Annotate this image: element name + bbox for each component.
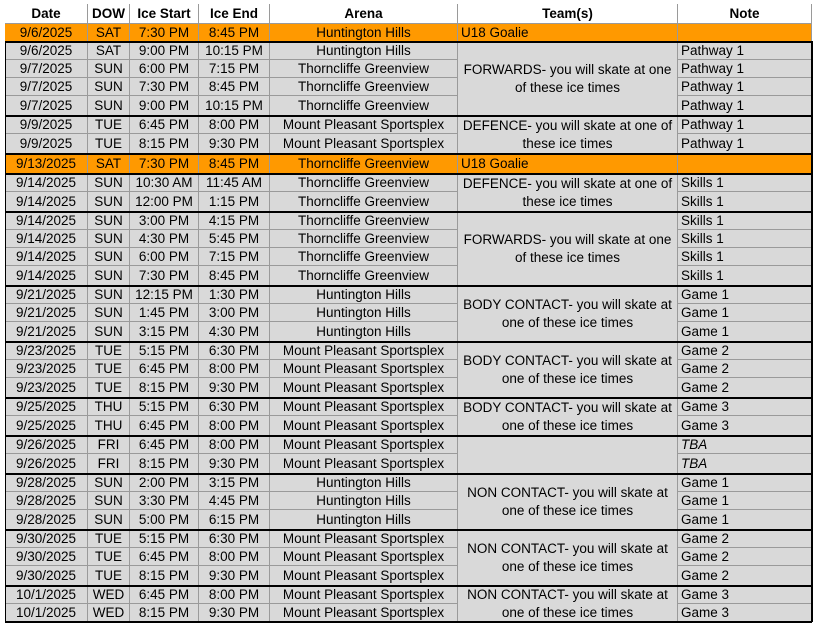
- note-cell: Skills 1: [678, 212, 812, 230]
- start-cell: 6:45 PM: [130, 116, 199, 134]
- team-group-cell: FORWARDS- you will skate at one of these ice times: [458, 212, 678, 286]
- start-cell: 7:30 PM: [130, 78, 199, 96]
- end-cell: 3:15 PM: [199, 474, 270, 492]
- note-cell: Game 3: [678, 398, 812, 416]
- arena-cell: Huntington Hills: [270, 474, 458, 492]
- note-cell: Game 1: [678, 322, 812, 342]
- start-cell: 7:30 PM: [130, 266, 199, 286]
- start-cell: 3:15 PM: [130, 322, 199, 342]
- start-cell: 12:15 PM: [130, 286, 199, 304]
- dow-cell: TUE: [88, 134, 130, 154]
- dow-cell: SAT: [88, 154, 130, 174]
- arena-cell: Mount Pleasant Sportsplex: [270, 116, 458, 134]
- team-group-cell: NON CONTACT- you will skate at one of these ice times: [458, 474, 678, 530]
- start-cell: 7:30 PM: [130, 24, 199, 42]
- arena-cell: Mount Pleasant Sportsplex: [270, 378, 458, 398]
- dow-cell: WED: [88, 604, 130, 622]
- note-cell: Game 3: [678, 416, 812, 436]
- arena-cell: Huntington Hills: [270, 42, 458, 60]
- note-cell: Pathway 1: [678, 96, 812, 116]
- start-cell: 5:15 PM: [130, 530, 199, 548]
- group-divider: [5, 621, 812, 623]
- dow-cell: SUN: [88, 96, 130, 116]
- end-cell: 8:45 PM: [199, 78, 270, 96]
- end-cell: 8:00 PM: [199, 548, 270, 566]
- dow-cell: TUE: [88, 530, 130, 548]
- column-header-end: Ice End: [199, 4, 270, 24]
- date-cell: 9/21/2025: [5, 322, 88, 342]
- end-cell: 8:45 PM: [199, 24, 270, 42]
- start-cell: 5:00 PM: [130, 510, 199, 530]
- group-divider: [5, 285, 812, 287]
- date-cell: 9/30/2025: [5, 548, 88, 566]
- dow-cell: SUN: [88, 474, 130, 492]
- date-cell: 9/7/2025: [5, 78, 88, 96]
- start-cell: 6:45 PM: [130, 586, 199, 604]
- dow-cell: TUE: [88, 566, 130, 586]
- date-cell: 9/14/2025: [5, 266, 88, 286]
- group-divider: [5, 211, 812, 213]
- dow-cell: SUN: [88, 230, 130, 248]
- arena-cell: Thorncliffe Greenview: [270, 212, 458, 230]
- note-cell: Game 2: [678, 530, 812, 548]
- date-cell: 9/25/2025: [5, 398, 88, 416]
- arena-cell: Mount Pleasant Sportsplex: [270, 586, 458, 604]
- arena-cell: Thorncliffe Greenview: [270, 154, 458, 174]
- date-cell: 9/14/2025: [5, 192, 88, 212]
- end-cell: 9:30 PM: [199, 604, 270, 622]
- team-cell: U18 Goalie: [458, 154, 678, 174]
- note-cell: [678, 154, 812, 174]
- note-cell: Game 2: [678, 360, 812, 378]
- arena-cell: Thorncliffe Greenview: [270, 266, 458, 286]
- start-cell: 3:30 PM: [130, 492, 199, 510]
- end-cell: 9:30 PM: [199, 566, 270, 586]
- end-cell: 6:30 PM: [199, 342, 270, 360]
- date-cell: 9/28/2025: [5, 474, 88, 492]
- arena-cell: Mount Pleasant Sportsplex: [270, 360, 458, 378]
- date-cell: 9/21/2025: [5, 304, 88, 322]
- end-cell: 6:15 PM: [199, 510, 270, 530]
- start-cell: 6:00 PM: [130, 248, 199, 266]
- date-cell: 9/9/2025: [5, 134, 88, 154]
- start-cell: 8:15 PM: [130, 566, 199, 586]
- note-cell: Skills 1: [678, 230, 812, 248]
- end-cell: 1:30 PM: [199, 286, 270, 304]
- end-cell: 7:15 PM: [199, 60, 270, 78]
- start-cell: 3:00 PM: [130, 212, 199, 230]
- group-divider: [5, 115, 812, 117]
- end-cell: 5:45 PM: [199, 230, 270, 248]
- note-cell: Game 1: [678, 304, 812, 322]
- arena-cell: Huntington Hills: [270, 24, 458, 42]
- team-group-cell: NON CONTACT- you will skate at one of these ice times: [458, 530, 678, 586]
- end-cell: 8:45 PM: [199, 266, 270, 286]
- end-cell: 8:00 PM: [199, 360, 270, 378]
- date-cell: 9/14/2025: [5, 230, 88, 248]
- arena-cell: Mount Pleasant Sportsplex: [270, 566, 458, 586]
- end-cell: 10:15 PM: [199, 96, 270, 116]
- end-cell: 8:00 PM: [199, 436, 270, 454]
- team-group-cell: FORWARDS- you will skate at one of these ice times: [458, 42, 678, 116]
- note-cell: Game 2: [678, 566, 812, 586]
- arena-cell: Mount Pleasant Sportsplex: [270, 416, 458, 436]
- date-cell: 9/14/2025: [5, 212, 88, 230]
- dow-cell: SUN: [88, 492, 130, 510]
- date-cell: 9/7/2025: [5, 60, 88, 78]
- dow-cell: TUE: [88, 360, 130, 378]
- start-cell: 9:00 PM: [130, 96, 199, 116]
- end-cell: 6:30 PM: [199, 398, 270, 416]
- date-cell: 9/6/2025: [5, 42, 88, 60]
- start-cell: 6:45 PM: [130, 436, 199, 454]
- end-cell: 4:15 PM: [199, 212, 270, 230]
- arena-cell: Mount Pleasant Sportsplex: [270, 398, 458, 416]
- note-cell: Pathway 1: [678, 116, 812, 134]
- arena-cell: Thorncliffe Greenview: [270, 96, 458, 116]
- start-cell: 8:15 PM: [130, 134, 199, 154]
- note-cell: TBA: [678, 436, 812, 454]
- date-cell: 9/30/2025: [5, 566, 88, 586]
- arena-cell: Huntington Hills: [270, 510, 458, 530]
- end-cell: 8:00 PM: [199, 116, 270, 134]
- dow-cell: SUN: [88, 510, 130, 530]
- start-cell: 7:30 PM: [130, 154, 199, 174]
- group-divider: [5, 529, 812, 531]
- group-divider: [5, 173, 812, 175]
- start-cell: 5:15 PM: [130, 398, 199, 416]
- date-cell: 10/1/2025: [5, 586, 88, 604]
- start-cell: 8:15 PM: [130, 604, 199, 622]
- team-group-cell: DEFENCE- you will skate at one of these ice times: [458, 174, 678, 212]
- arena-cell: Mount Pleasant Sportsplex: [270, 454, 458, 474]
- note-cell: Skills 1: [678, 174, 812, 192]
- end-cell: 1:15 PM: [199, 192, 270, 212]
- end-cell: 10:15 PM: [199, 42, 270, 60]
- arena-cell: Mount Pleasant Sportsplex: [270, 134, 458, 154]
- date-cell: 9/13/2025: [5, 154, 88, 174]
- note-cell: Skills 1: [678, 192, 812, 212]
- start-cell: 1:45 PM: [130, 304, 199, 322]
- team-group-cell: BODY CONTACT- you will skate at one of these ice times: [458, 286, 678, 342]
- start-cell: 6:45 PM: [130, 416, 199, 436]
- arena-cell: Huntington Hills: [270, 304, 458, 322]
- arena-cell: Thorncliffe Greenview: [270, 230, 458, 248]
- group-divider: [5, 341, 812, 343]
- date-cell: 9/25/2025: [5, 416, 88, 436]
- dow-cell: FRI: [88, 436, 130, 454]
- date-cell: 10/1/2025: [5, 604, 88, 622]
- dow-cell: SUN: [88, 304, 130, 322]
- dow-cell: SUN: [88, 174, 130, 192]
- note-cell: TBA: [678, 454, 812, 474]
- note-cell: Game 1: [678, 286, 812, 304]
- dow-cell: TUE: [88, 342, 130, 360]
- end-cell: 7:15 PM: [199, 248, 270, 266]
- arena-cell: Huntington Hills: [270, 492, 458, 510]
- arena-cell: Thorncliffe Greenview: [270, 248, 458, 266]
- start-cell: 6:45 PM: [130, 360, 199, 378]
- arena-cell: Thorncliffe Greenview: [270, 174, 458, 192]
- team-group-cell: NON CONTACT- you will skate at one of these ice times: [458, 586, 678, 622]
- note-cell: Game 1: [678, 474, 812, 492]
- arena-cell: Thorncliffe Greenview: [270, 60, 458, 78]
- start-cell: 5:15 PM: [130, 342, 199, 360]
- end-cell: 4:45 PM: [199, 492, 270, 510]
- date-cell: 9/30/2025: [5, 530, 88, 548]
- dow-cell: THU: [88, 398, 130, 416]
- arena-cell: Thorncliffe Greenview: [270, 192, 458, 212]
- start-cell: 6:45 PM: [130, 548, 199, 566]
- start-cell: 10:30 AM: [130, 174, 199, 192]
- dow-cell: SUN: [88, 212, 130, 230]
- start-cell: 4:30 PM: [130, 230, 199, 248]
- dow-cell: SAT: [88, 42, 130, 60]
- start-cell: 9:00 PM: [130, 42, 199, 60]
- dow-cell: SUN: [88, 286, 130, 304]
- group-divider: [5, 153, 812, 155]
- start-cell: 12:00 PM: [130, 192, 199, 212]
- date-cell: 9/14/2025: [5, 174, 88, 192]
- date-cell: 9/23/2025: [5, 378, 88, 398]
- note-cell: Pathway 1: [678, 42, 812, 60]
- column-header-date: Date: [5, 4, 88, 24]
- date-cell: 9/23/2025: [5, 360, 88, 378]
- date-cell: 9/21/2025: [5, 286, 88, 304]
- end-cell: 8:00 PM: [199, 586, 270, 604]
- note-cell: [678, 24, 812, 42]
- arena-cell: Mount Pleasant Sportsplex: [270, 548, 458, 566]
- dow-cell: SUN: [88, 60, 130, 78]
- date-cell: 9/7/2025: [5, 96, 88, 116]
- arena-cell: Mount Pleasant Sportsplex: [270, 530, 458, 548]
- end-cell: 8:00 PM: [199, 416, 270, 436]
- group-divider: [5, 397, 812, 399]
- column-header-note: Note: [678, 4, 812, 24]
- arena-cell: Mount Pleasant Sportsplex: [270, 342, 458, 360]
- table-left-border: [5, 41, 6, 622]
- arena-cell: Mount Pleasant Sportsplex: [270, 436, 458, 454]
- dow-cell: TUE: [88, 378, 130, 398]
- note-cell: Pathway 1: [678, 78, 812, 96]
- end-cell: 9:30 PM: [199, 134, 270, 154]
- note-cell: Game 3: [678, 586, 812, 604]
- column-header-start: Ice Start: [130, 4, 199, 24]
- date-cell: 9/23/2025: [5, 342, 88, 360]
- team-group-cell: [458, 436, 678, 474]
- note-cell: Game 2: [678, 378, 812, 398]
- dow-cell: TUE: [88, 548, 130, 566]
- group-divider: [5, 473, 812, 475]
- arena-cell: Mount Pleasant Sportsplex: [270, 604, 458, 622]
- team-group-cell: BODY CONTACT- you will skate at one of these ice times: [458, 342, 678, 398]
- note-cell: Game 2: [678, 548, 812, 566]
- dow-cell: SUN: [88, 266, 130, 286]
- date-cell: 9/9/2025: [5, 116, 88, 134]
- start-cell: 6:00 PM: [130, 60, 199, 78]
- table-right-border: [811, 41, 813, 622]
- dow-cell: SUN: [88, 248, 130, 266]
- date-cell: 9/14/2025: [5, 248, 88, 266]
- note-cell: Skills 1: [678, 266, 812, 286]
- group-divider: [5, 585, 812, 587]
- end-cell: 6:30 PM: [199, 530, 270, 548]
- start-cell: 8:15 PM: [130, 454, 199, 474]
- team-group-cell: DEFENCE- you will skate at one of these ice times: [458, 116, 678, 154]
- column-header-dow: DOW: [88, 4, 130, 24]
- dow-cell: TUE: [88, 116, 130, 134]
- date-cell: 9/26/2025: [5, 436, 88, 454]
- note-cell: Game 1: [678, 492, 812, 510]
- dow-cell: FRI: [88, 454, 130, 474]
- dow-cell: SUN: [88, 322, 130, 342]
- dow-cell: SUN: [88, 192, 130, 212]
- dow-cell: WED: [88, 586, 130, 604]
- note-cell: Game 3: [678, 604, 812, 622]
- end-cell: 11:45 AM: [199, 174, 270, 192]
- note-cell: Skills 1: [678, 248, 812, 266]
- start-cell: 8:15 PM: [130, 378, 199, 398]
- column-header-arena: Arena: [270, 4, 458, 24]
- end-cell: 9:30 PM: [199, 454, 270, 474]
- date-cell: 9/28/2025: [5, 492, 88, 510]
- team-group-cell: BODY CONTACT- you will skate at one of these ice times: [458, 398, 678, 436]
- date-cell: 9/26/2025: [5, 454, 88, 474]
- end-cell: 4:30 PM: [199, 322, 270, 342]
- group-divider: [5, 41, 812, 43]
- date-cell: 9/28/2025: [5, 510, 88, 530]
- note-cell: Game 1: [678, 510, 812, 530]
- group-divider: [5, 435, 812, 437]
- date-cell: 9/6/2025: [5, 24, 88, 42]
- team-cell: U18 Goalie: [458, 24, 678, 42]
- end-cell: 3:00 PM: [199, 304, 270, 322]
- arena-cell: Huntington Hills: [270, 286, 458, 304]
- dow-cell: SUN: [88, 78, 130, 96]
- end-cell: 9:30 PM: [199, 378, 270, 398]
- arena-cell: Thorncliffe Greenview: [270, 78, 458, 96]
- start-cell: 2:00 PM: [130, 474, 199, 492]
- note-cell: Pathway 1: [678, 134, 812, 154]
- dow-cell: SAT: [88, 24, 130, 42]
- note-cell: Game 2: [678, 342, 812, 360]
- dow-cell: THU: [88, 416, 130, 436]
- column-header-team: Team(s): [458, 4, 678, 24]
- note-cell: Pathway 1: [678, 60, 812, 78]
- arena-cell: Huntington Hills: [270, 322, 458, 342]
- end-cell: 8:45 PM: [199, 154, 270, 174]
